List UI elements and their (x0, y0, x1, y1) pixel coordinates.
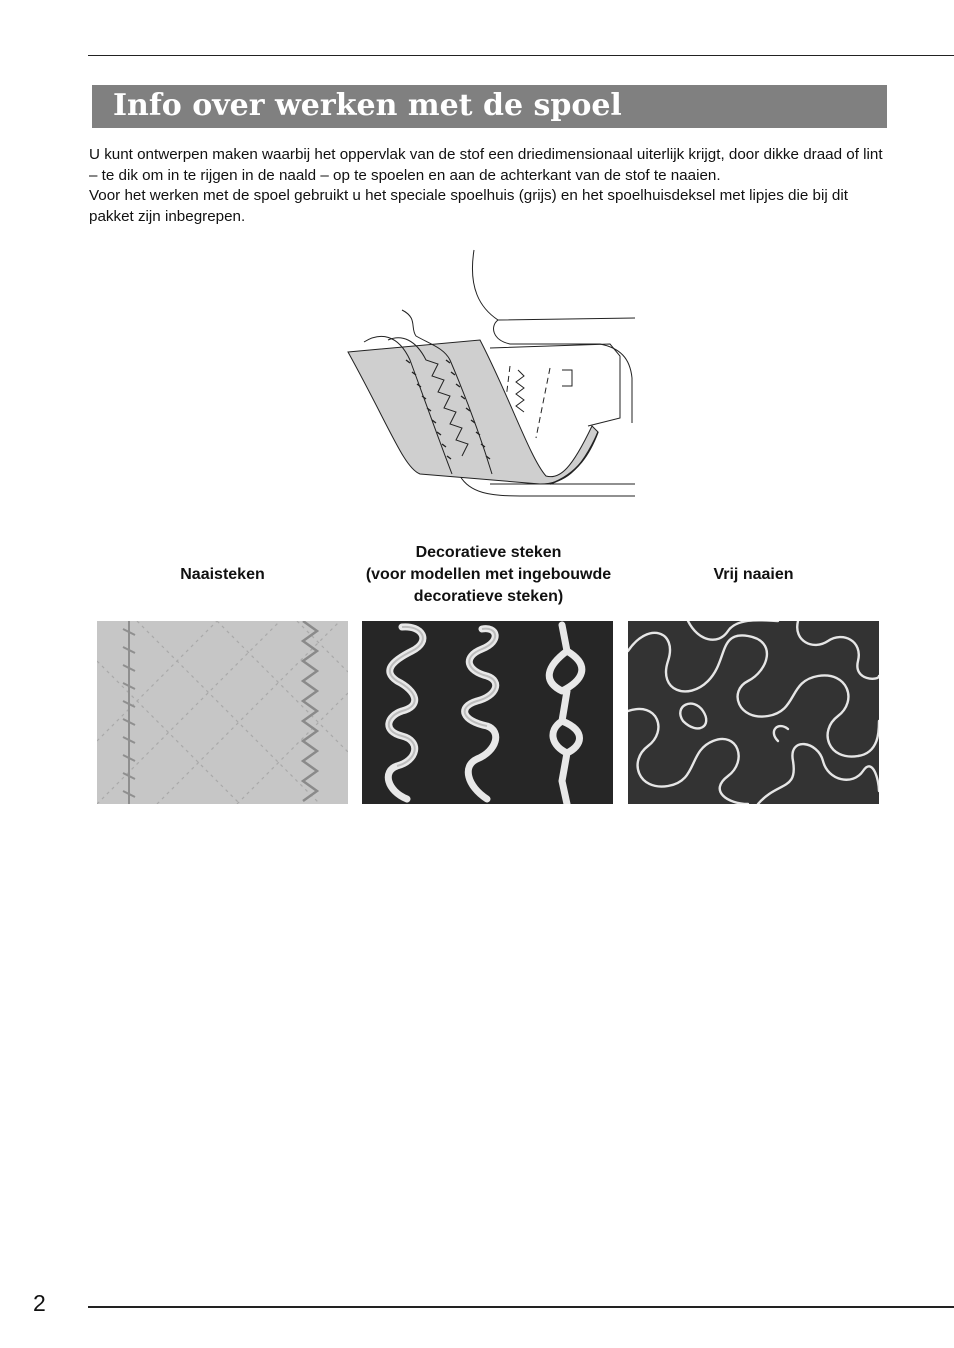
section-title-bar (92, 85, 887, 128)
caption-line: Naaisteken (180, 566, 265, 583)
caption-naaisteken (97, 564, 348, 586)
caption-line: Vrij naaien (713, 566, 794, 583)
photo-vrij-naaien (628, 621, 879, 804)
caption-line: decoratieve steken) (413, 588, 564, 605)
caption-vrij-naaien (628, 564, 879, 586)
caption-line: (voor modellen met ingebouwde (365, 566, 612, 583)
intro-paragraph: U kunt ontwerpen maken waarbij het oppervlak van de stof een driedimensionaal uiterlijk krijgt, door dikke draad of lint – te dik om in te rijgen in de naald – op te spoelen en aan de achterkant van de stof te naaien. (89, 146, 883, 184)
caption-line: Decoratieve steken (415, 544, 562, 561)
page-number: 2 (33, 1290, 46, 1316)
footer-rule (88, 1306, 954, 1308)
intro-paragraph: Voor het werken met de spoel gebruikt u het speciale spoelhuis (grijs) en het spoelhuisdeksel met lipjes die bij dit pakket zijn inbegrepen. (89, 187, 848, 225)
photo-naaisteken (97, 621, 348, 804)
section-title: Info over werken met de spoel (113, 88, 622, 123)
intro-text (89, 145, 889, 227)
sewing-illustration (340, 248, 640, 504)
header-rule (88, 55, 954, 56)
photo-decoratieve-steken (362, 621, 613, 804)
caption-decoratieve-steken (347, 542, 630, 608)
